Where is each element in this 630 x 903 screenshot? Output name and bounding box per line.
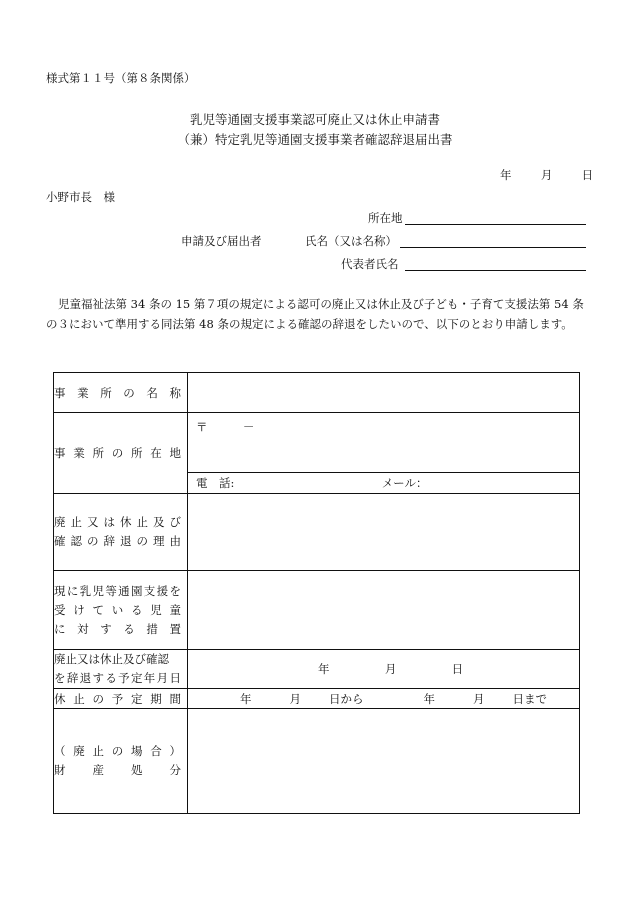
label-char: 間 — [169, 691, 181, 706]
label-char: 期 — [150, 691, 162, 706]
label-char: 処 — [131, 763, 143, 777]
addressee: 小野市長 様 — [46, 190, 115, 204]
reason-line-1 — [54, 513, 187, 532]
document-subtitle: （兼）特定乳児等通園支援事業者確認辞退届出書 — [177, 132, 453, 147]
planned-year: 年 — [318, 662, 330, 676]
measures-line-1 — [54, 582, 187, 601]
label-char: 童 — [169, 602, 181, 617]
label-char: 合 — [150, 744, 162, 758]
label-char: て — [92, 602, 104, 617]
suspension-label — [54, 689, 188, 709]
susp-year-from: 年 — [240, 691, 252, 706]
phone-label: 電 話: — [196, 476, 235, 490]
label-char: 年 — [143, 671, 156, 685]
label-char: す — [92, 671, 104, 685]
label-char: 児 — [150, 602, 162, 617]
label-char: 乳 — [79, 583, 92, 598]
date-month: 月 — [540, 168, 553, 182]
label-char: 称 — [169, 385, 181, 400]
date-line — [500, 167, 593, 183]
label-char: 止 — [70, 515, 82, 529]
planned-day: 日 — [451, 662, 464, 676]
date-day: 日 — [581, 168, 594, 182]
label-char: 現 — [54, 583, 66, 598]
label-char: 対 — [77, 621, 89, 636]
name-label: 氏名（又は名称） — [305, 234, 397, 248]
label-char: 休 — [54, 691, 66, 706]
label-char: 名 — [146, 385, 158, 400]
label-char: 等 — [105, 583, 117, 598]
label-char: す — [100, 621, 112, 636]
suspension-field[interactable] — [188, 689, 580, 709]
body-paragraph: 児童福祉法第 34 条の 15 第７項の規定による認可の廃止又は休止及び子ども・子育て支援法第 54 条の３において準用する同法第 48 条の規定による確認の辞退をしたいので、以下のとおり申請します。 — [46, 297, 584, 331]
label-char: の — [111, 744, 124, 758]
planned-date-line-1: 廃止又は休止及び確認 — [54, 652, 169, 666]
planned-date-line-2 — [54, 669, 187, 688]
label-char: 置 — [169, 621, 181, 636]
label-char: ） — [169, 744, 181, 758]
label-char: に — [54, 621, 66, 636]
label-char: を — [54, 671, 66, 685]
label-char: 事 — [54, 446, 66, 460]
label-char: 業 — [77, 385, 89, 400]
susp-month-from: 月 — [289, 691, 301, 706]
property-line-2 — [54, 761, 187, 780]
label-char: の — [92, 691, 104, 706]
label-char: 確 — [54, 534, 66, 548]
label-char: 分 — [169, 763, 181, 777]
reason-field[interactable] — [188, 494, 580, 571]
label-char: 又 — [87, 515, 99, 529]
label-char: 事 — [54, 385, 66, 400]
label-char: を — [169, 583, 181, 598]
label-char: 退 — [120, 534, 132, 548]
label-char: 退 — [79, 671, 92, 685]
label-char: 止 — [73, 691, 85, 706]
document-title: 乳児等通園支援事業認可廃止又は休止申請書 — [189, 112, 440, 127]
label-char: け — [73, 602, 85, 617]
label-char: び — [169, 515, 181, 529]
label-char: 廃 — [73, 744, 85, 758]
measures-field[interactable] — [188, 571, 580, 650]
contact-field[interactable] — [188, 473, 580, 494]
planned-date-field[interactable] — [188, 650, 580, 689]
label-char: 廃 — [54, 515, 66, 529]
label-char: 日 — [169, 671, 181, 685]
office-address-field[interactable] — [188, 413, 580, 473]
label-char: （ — [54, 744, 66, 758]
label-char: 所 — [100, 385, 112, 400]
label-char: の — [123, 385, 135, 400]
susp-day-from: 日から — [329, 691, 364, 706]
label-char: る — [105, 671, 117, 685]
label-char: 予 — [118, 671, 130, 685]
label-char: 支 — [143, 583, 156, 598]
representative-field[interactable] — [405, 256, 586, 271]
label-char: 場 — [131, 744, 143, 758]
label-char: 辞 — [103, 534, 115, 548]
susp-day-to: 日まで — [512, 691, 547, 706]
label-char: 辞 — [66, 671, 79, 685]
label-char: 由 — [169, 534, 181, 548]
label-char: 業 — [73, 446, 85, 460]
label-char: 所 — [92, 446, 104, 460]
label-char: 及 — [153, 515, 165, 529]
property-label — [54, 709, 188, 814]
label-char: 所 — [131, 446, 143, 460]
postal-dash: － — [242, 420, 255, 434]
planned-month: 月 — [384, 662, 397, 676]
office-address-label — [54, 413, 188, 494]
office-name-label — [54, 373, 188, 413]
susp-year-to: 年 — [423, 691, 435, 706]
measures-line-2 — [54, 601, 187, 620]
label-char: 児 — [92, 583, 104, 598]
reason-label — [54, 494, 188, 571]
applicant-role-label: 申請及び届出者 — [181, 234, 262, 248]
name-field[interactable] — [400, 233, 586, 248]
measures-line-3 — [54, 620, 187, 639]
label-char: に — [66, 583, 79, 598]
label-char: 予 — [111, 691, 124, 706]
address-field[interactable] — [405, 210, 586, 225]
office-name-field[interactable] — [188, 373, 580, 413]
representative-label: 代表者氏名 — [341, 257, 399, 271]
reason-line-2 — [54, 532, 187, 551]
label-char: る — [131, 602, 143, 617]
planned-date-label — [54, 650, 188, 689]
property-line-1 — [54, 742, 187, 761]
property-field[interactable] — [188, 709, 580, 814]
email-label: メール： — [381, 476, 428, 490]
date-year: 年 — [500, 168, 512, 182]
label-char: る — [123, 621, 135, 636]
label-char: 認 — [70, 534, 82, 548]
suspension-text — [54, 691, 187, 707]
label-char: 定 — [130, 671, 143, 685]
label-char: 在 — [150, 446, 162, 460]
label-char: 園 — [130, 583, 143, 598]
label-char: 受 — [54, 602, 66, 617]
label-char: の — [87, 534, 99, 548]
susp-month-to: 月 — [473, 691, 485, 706]
label-char: い — [111, 602, 124, 617]
label-char: 休 — [120, 515, 132, 529]
label-char: 援 — [156, 583, 169, 598]
measures-label — [54, 571, 188, 650]
label-char: は — [103, 515, 115, 529]
office-address-text — [54, 445, 187, 461]
label-char: の — [111, 446, 124, 460]
label-char: 通 — [118, 583, 130, 598]
form-number: 様式第１１号（第８条関係） — [46, 71, 196, 85]
label-char: 産 — [92, 763, 104, 777]
label-char: 理 — [153, 534, 165, 548]
postal-mark: 〒 — [196, 420, 208, 434]
application-table — [53, 372, 580, 814]
label-char: 月 — [156, 671, 169, 685]
address-label: 所在地 — [368, 211, 403, 225]
label-char: の — [136, 534, 148, 548]
label-char: 定 — [131, 691, 143, 706]
office-name-text — [54, 385, 187, 401]
label-char: 止 — [92, 744, 104, 758]
label-char: 止 — [136, 515, 148, 529]
label-char: 措 — [146, 621, 158, 636]
label-char: 財 — [54, 763, 66, 777]
label-char: 地 — [169, 446, 181, 460]
